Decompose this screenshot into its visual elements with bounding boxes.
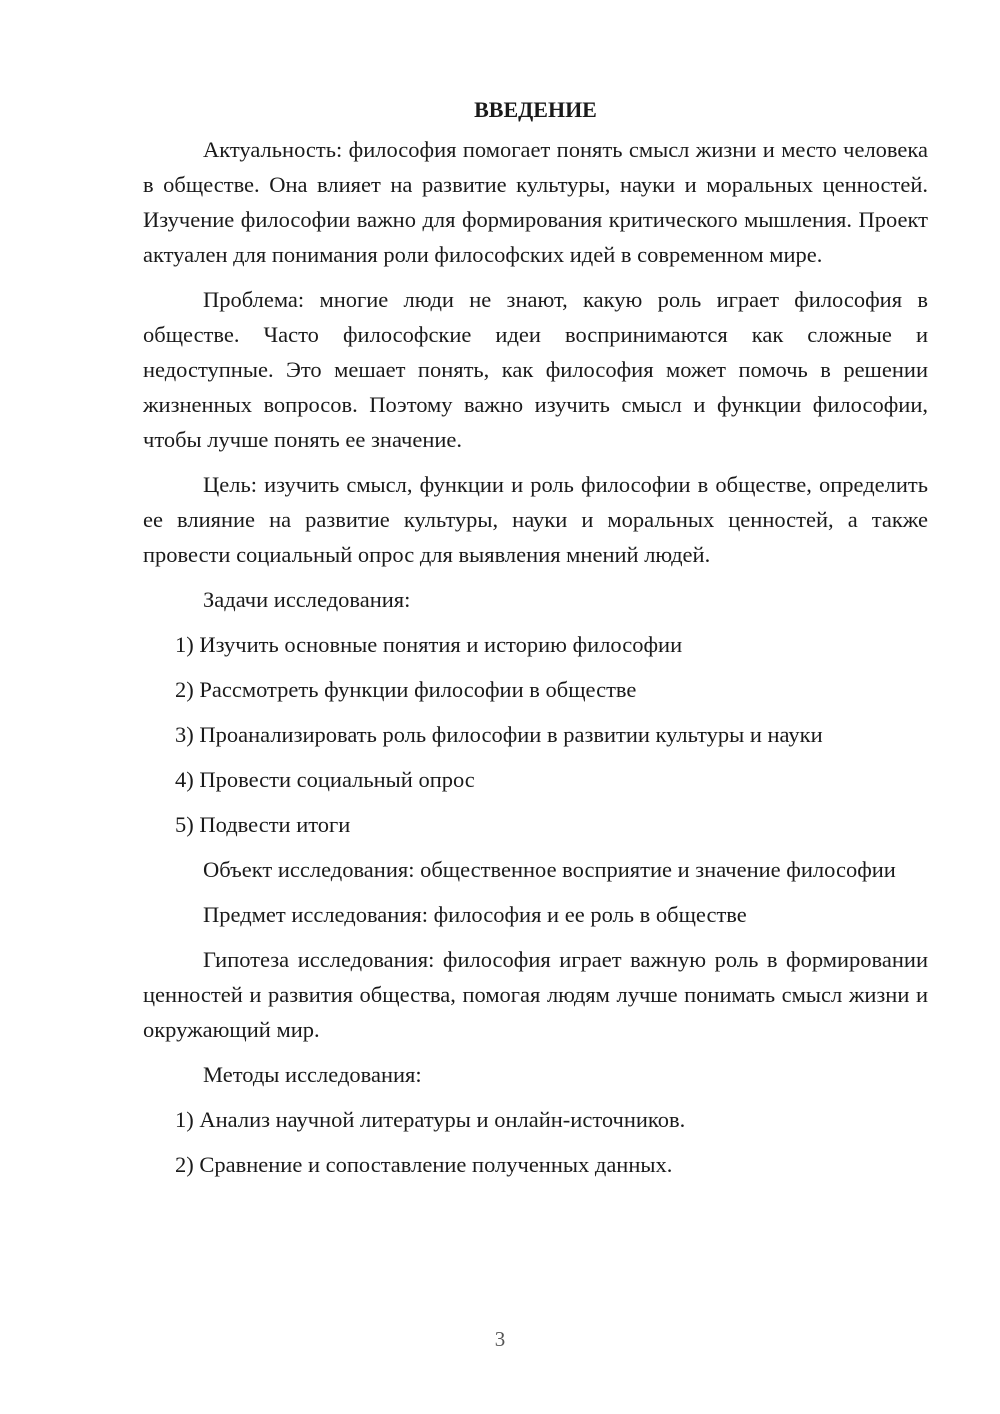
task-item-4: 4) Провести социальный опрос (175, 767, 475, 792)
goal-paragraph: Цель: изучить смысл, функции и роль философии в обществе, определить ее влияние на развитие культуры, науки и моральных ценностей, а также провести социальный опрос для выявления мнений людей. (143, 472, 928, 567)
section-heading: ВВЕДЕНИЕ (474, 97, 597, 122)
object-paragraph: Объект исследования: общественное восприятие и значение философии (203, 857, 896, 882)
relevance-paragraph: Актуальность: философия помогает понять смысл жизни и место человека в обществе. Она влияет на развитие культуры, науки и моральных ценностей. Изучение философии важно для формирования критического мышления. Проект актуален для понимания роли философских идей в современном мире. (143, 137, 928, 267)
task-item-5: 5) Подвести итоги (175, 812, 351, 837)
method-item-1: 1) Анализ научной литературы и онлайн-источников. (175, 1107, 686, 1132)
task-item-1: 1) Изучить основные понятия и историю философии (175, 632, 683, 657)
method-item-2: 2) Сравнение и сопоставление полученных данных. (175, 1152, 673, 1177)
hypothesis-paragraph: Гипотеза исследования: философия играет важную роль в формировании ценностей и развития общества, помогая людям лучше понимать смысл жизни и окружающий мир. (143, 947, 928, 1042)
task-item-3: 3) Проанализировать роль философии в развитии культуры и науки (175, 722, 823, 747)
document-page (143, 92, 928, 1192)
methods-title: Методы исследования: (203, 1062, 422, 1087)
problem-paragraph: Проблема: многие люди не знают, какую роль играет философия в обществе. Часто философские идеи воспринимаются как сложные и недоступные. Это мешает понять, как философия может помочь в решении жизненных вопросов. Поэтому важно изучить смысл и функции философии, чтобы лучше понять ее значение. (143, 287, 928, 452)
tasks-title: Задачи исследования: (203, 587, 411, 612)
task-item-2: 2) Рассмотреть функции философии в обществе (175, 677, 637, 702)
page-number: 3 (494, 1327, 506, 1351)
subject-paragraph: Предмет исследования: философия и ее роль в обществе (203, 902, 747, 927)
